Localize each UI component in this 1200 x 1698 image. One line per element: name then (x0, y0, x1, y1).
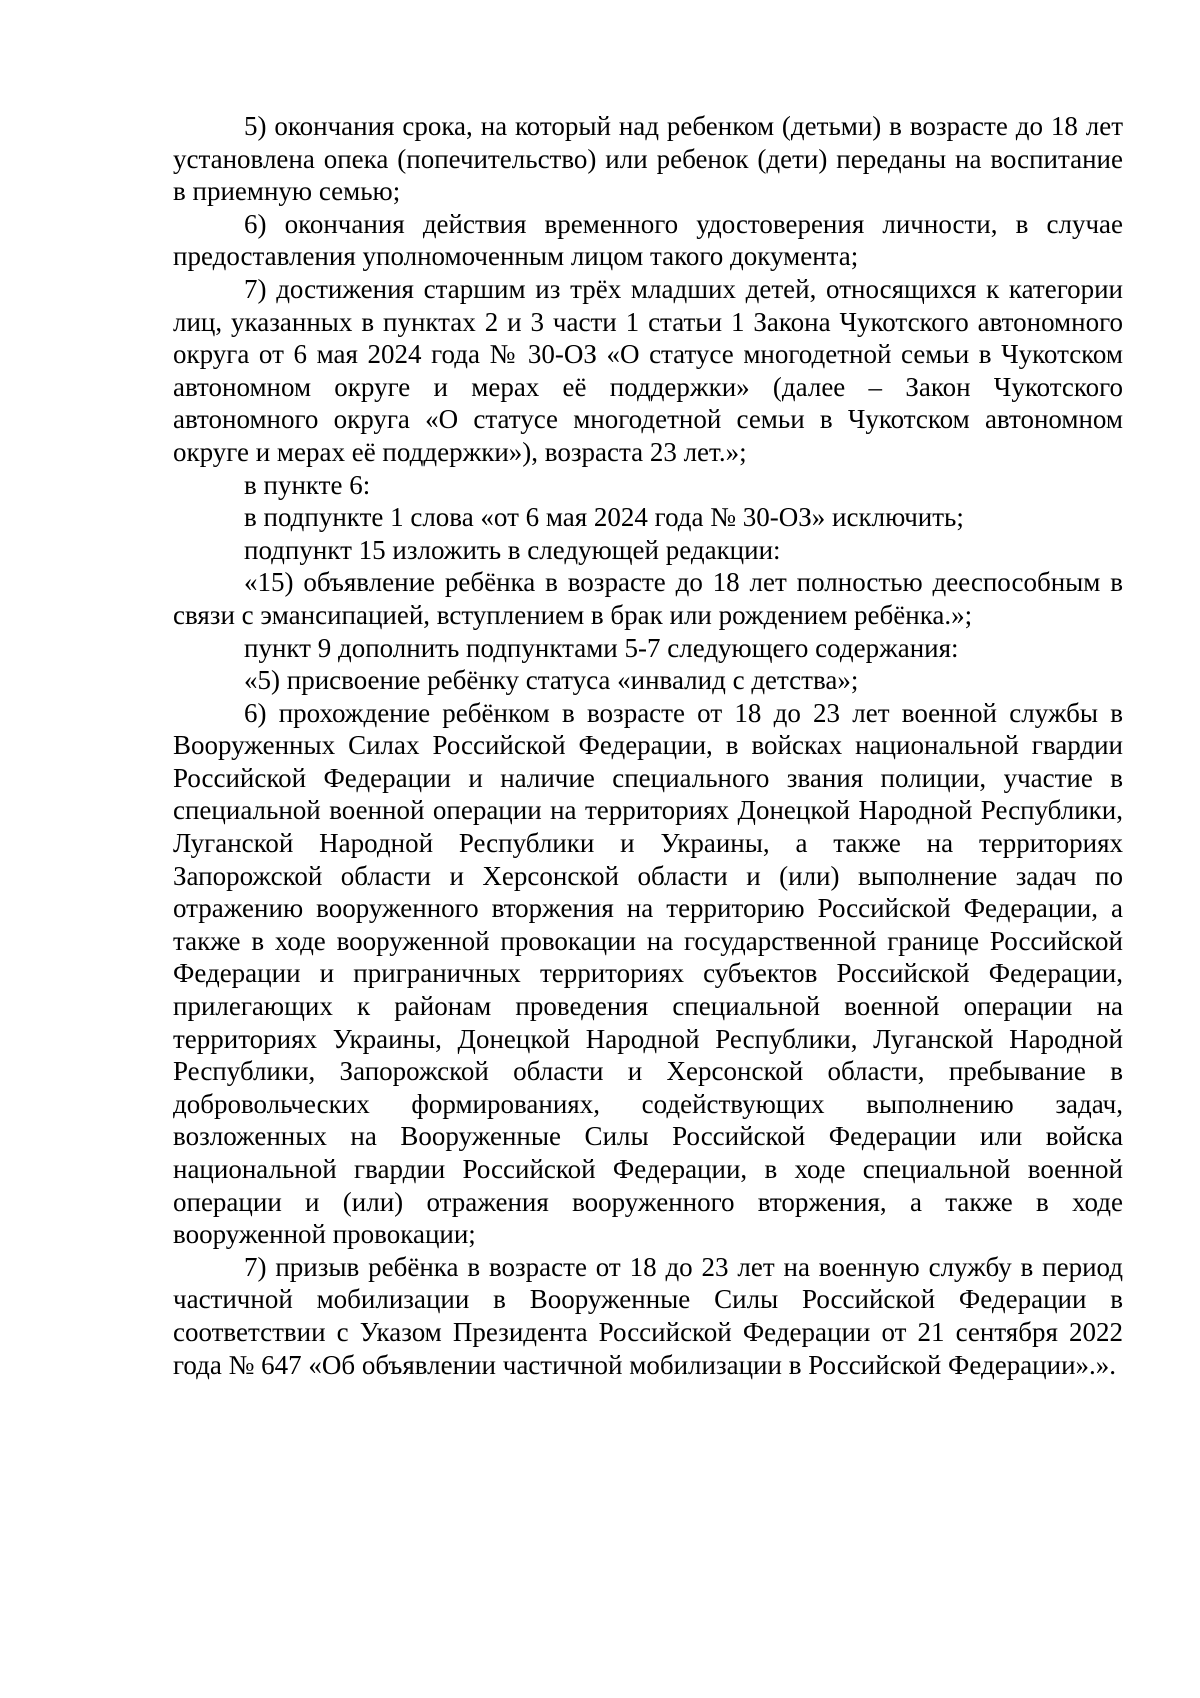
paragraph-subitem-6-temporary-id: 6) окончания действия временного удостоверения личности, в случае предоставления уполномоченным лицом такого документа; (173, 208, 1123, 272)
paragraph-new-subitem-6: 6) прохождение ребёнком в возрасте от 18 до 23 лет военной службы в Вооруженных Силах Российской Федерации, в войсках национальной гвардии Российской Федерации и наличие специального звания полиции, участие в специальной военной операции на территориях Донецкой Народной Республики, Луганской Народной Республики и Украины, а также на территориях Запорожской области и Херсонской области и (или) выполнение задач по отражению вооруженного вторжения на территорию Российской Федерации, а также в ходе вооруженной провокации на государственной границе Российской Федерации и приграничных территориях субъектов Российской Федерации, прилегающих к районам проведения специальной военной операции на территориях Украины, Донецкой Народной Республики, Луганской Народной Республики, Запорожской области и Херсонской области, пребывание в добровольческих формированиях, содействующих выполнению задач, возложенных на Вооруженные Силы Российской Федерации или войска национальной гвардии Российской Федерации, в ходе специальной военной операции и (или) отражения вооруженного вторжения, а также в ходе вооруженной провокации; (173, 697, 1123, 1250)
paragraph-clause-9-intro: пункт 9 дополнить подпунктами 5-7 следующего содержания: (244, 632, 959, 663)
paragraph-new-subitem-5: «5) присвоение ребёнку статуса «инвалид с детства»; (244, 665, 859, 696)
paragraph-clause-6-intro: в пункте 6: (244, 469, 371, 500)
paragraph-new-subitem-7: 7) призыв ребёнка в возрасте от 18 до 23 лет на военную службу в период частичной мобилизации в Вооруженные Силы Российской Федерации в соответствии с Указом Президента Российской Федерации от 21 сентября 2022 года № 647 «Об объявлении частичной мобилизации в Российской Федерации».». (173, 1251, 1123, 1380)
paragraph-subitem-15-text: «15) объявление ребёнка в возрасте до 18 лет полностью дееспособным в связи с эмансипацией, вступлением в брак или рождением ребёнка.»; (173, 567, 1123, 630)
document-page (173, 110, 1123, 1381)
paragraph-subitem-5-term-end: 5) окончания срока, на который над ребенком (детьми) в возрасте до 18 лет установлена опека (попечительство) или ребенок (дети) переданы на воспитание в приемную семью; (173, 111, 1123, 207)
paragraph-subitem-15-intro: подпункт 15 изложить в следующей редакции: (244, 534, 781, 565)
paragraph-subitem-1-amendment: в подпункте 1 слова «от 6 мая 2024 года № 30-ОЗ» исключить; (244, 502, 964, 533)
paragraph-subitem-7-age-23: 7) достижения старшим из трёх младших детей, относящихся к категории лиц, указанных в пунктах 2 и 3 части 1 статьи 1 Закона Чукотского автономного округа от 6 мая 2024 года № 30-ОЗ «О статусе многодетной семьи в Чукотском автономном округе и мерах её поддержки» (далее – Закон Чукотского автономного округа «О статусе многодетной семьи в Чукотском автономном округе и мерах её поддержки»), возраста 23 лет.»; (173, 273, 1123, 467)
